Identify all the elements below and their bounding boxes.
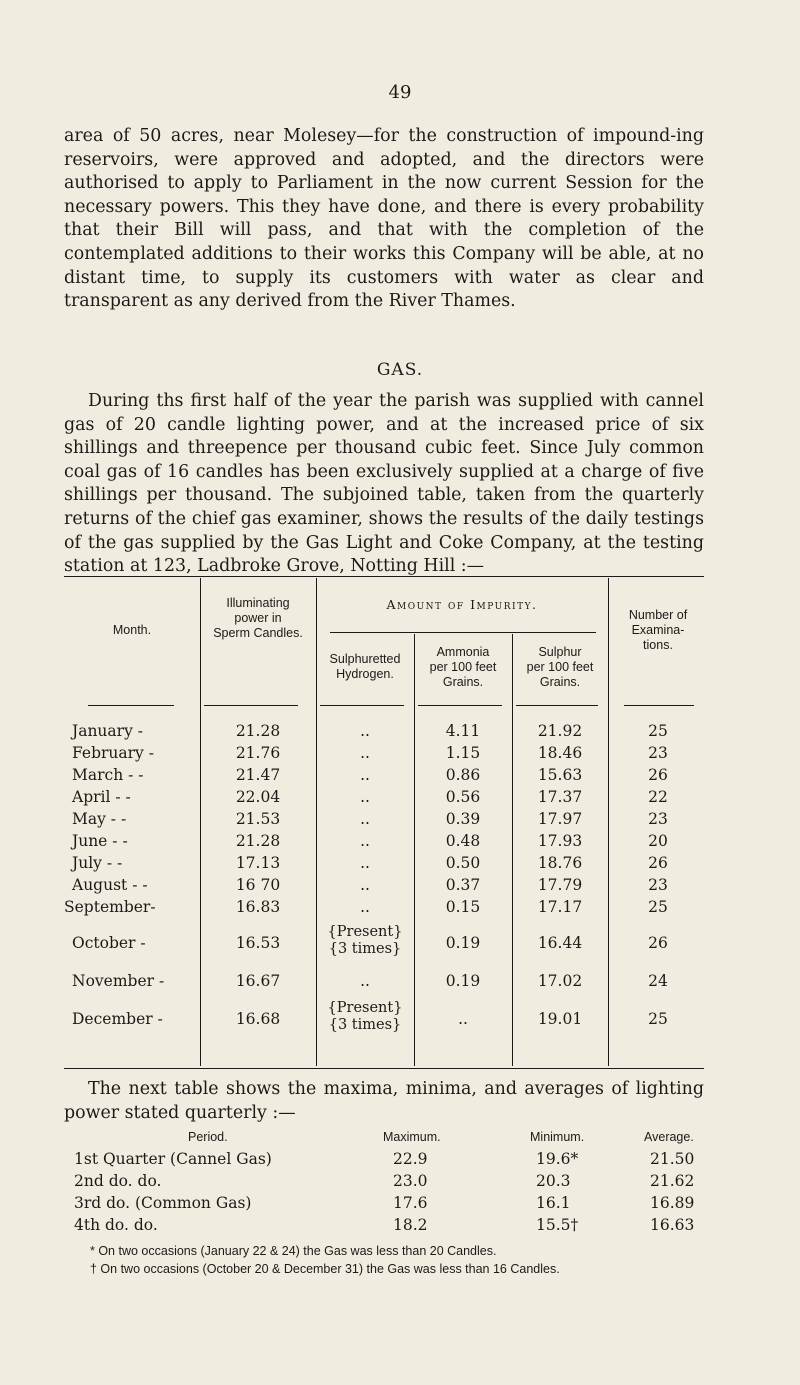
cell-sulphuretted: ..	[360, 722, 370, 740]
header-underline	[320, 705, 404, 706]
cell-ammonia: 0.50	[445, 854, 481, 872]
header-ammonia-1: Ammonia	[436, 645, 490, 659]
paragraph-gas-supply: During ths first half of the year the parish was supplied with cannel gas of 20 candle lighting power, and at the increased price of six shillings and threepence per thousand cubic feet. Since July common coal gas of 16 candles has been exclusively supplied at a charge of five shillings per thousand. The subjoined table, taken from the quarterly returns of the chief gas examiner, shows the results of the daily testings of the gas supplied by the Gas Light and Coke Company, at the testing station at 123, Ladbroke Grove, Notting Hill :—	[64, 391, 704, 577]
cell-ammonia: 1.15	[445, 744, 481, 762]
cell-sulphur: 17.97	[537, 810, 583, 828]
cell-period: 2nd do. do.	[74, 1172, 162, 1190]
cell-month: January -	[72, 722, 143, 740]
cell-sulphuretted: ..	[360, 854, 370, 872]
times-text: 3 times	[337, 1017, 393, 1033]
header-period: Period.	[188, 1130, 228, 1144]
cell-examinations: 26	[648, 854, 668, 872]
cell-ammonia: 0.15	[445, 898, 481, 916]
present-label: {Present}	[327, 1000, 403, 1016]
cell-examinations: 25	[648, 1010, 668, 1028]
cell-ammonia: 0.39	[445, 810, 481, 828]
times-label: {3 times}	[328, 1017, 402, 1033]
cell-month: September-	[64, 898, 156, 916]
cell-month: February -	[72, 744, 154, 762]
cell-ammonia: ..	[458, 1010, 468, 1028]
cell-examinations: 20	[648, 832, 668, 850]
header-minimum: Minimum.	[530, 1130, 585, 1144]
cell-sulphuretted: ..	[360, 810, 370, 828]
table-top-rule	[64, 576, 704, 577]
cell-maximum: 18.2	[393, 1216, 428, 1234]
header-sulphur-2: per 100 feet	[526, 660, 594, 674]
present-label: {Present}	[327, 924, 403, 940]
cell-ammonia: 0.19	[445, 934, 481, 952]
cell-power: 17.13	[235, 854, 281, 872]
cell-average: 16.89	[650, 1194, 695, 1212]
cell-ammonia: 0.48	[445, 832, 481, 850]
cell-month: December -	[72, 1010, 163, 1028]
cell-month: April - -	[72, 788, 131, 806]
cell-ammonia: 0.86	[445, 766, 481, 784]
cell-minimum: 19.6*	[536, 1150, 579, 1168]
header-sulphur-1: Sulphur	[538, 645, 582, 659]
cell-average: 16.63	[650, 1216, 695, 1234]
header-illuminating-3: Sperm Candles.	[213, 626, 303, 640]
cell-average: 21.50	[650, 1150, 695, 1168]
cell-month: July - -	[72, 854, 123, 872]
header-maximum: Maximum.	[383, 1130, 441, 1144]
cell-month: June - -	[72, 832, 128, 850]
cell-power: 21.28	[235, 832, 281, 850]
cell-month: October -	[72, 934, 146, 952]
table-bottom-rule	[64, 1068, 704, 1069]
cell-maximum: 17.6	[393, 1194, 428, 1212]
present-text: Present	[336, 924, 394, 940]
cell-power: 16.83	[235, 898, 281, 916]
cell-period: 4th do. do.	[74, 1216, 158, 1234]
header-ammonia-2: per 100 feet	[429, 660, 497, 674]
header-sulphuretted-1: Sulphuretted	[329, 652, 401, 666]
cell-sulphur: 17.37	[537, 788, 583, 806]
cell-sulphur: 18.76	[537, 854, 583, 872]
cell-sulphuretted: ..	[360, 972, 370, 990]
header-month: Month.	[112, 623, 152, 637]
header-examinations-3: tions.	[643, 638, 673, 652]
cell-examinations: 26	[648, 766, 668, 784]
cell-sulphuretted: ..	[360, 744, 370, 762]
header-average: Average.	[644, 1130, 694, 1144]
cell-ammonia: 0.19	[445, 972, 481, 990]
cell-sulphur: 18.46	[537, 744, 583, 762]
cell-sulphuretted-present	[316, 924, 414, 958]
header-examinations-2: Examina-	[631, 623, 685, 637]
cell-maximum: 22.9	[393, 1150, 428, 1168]
section-heading-gas: GAS.	[376, 360, 424, 380]
cell-sulphuretted-present	[316, 1000, 414, 1034]
cell-examinations: 26	[648, 934, 668, 952]
cell-maximum: 23.0	[393, 1172, 428, 1190]
cell-average: 21.62	[650, 1172, 695, 1190]
header-underline	[624, 705, 694, 706]
cell-power: 16.53	[235, 934, 281, 952]
header-ammonia-3: Grains.	[442, 675, 484, 689]
column-divider	[512, 634, 513, 1066]
cell-sulphur: 17.02	[537, 972, 583, 990]
cell-examinations: 24	[648, 972, 668, 990]
times-label: {3 times}	[328, 941, 402, 957]
cell-examinations: 25	[648, 898, 668, 916]
header-underline	[204, 705, 298, 706]
times-text: 3 times	[337, 941, 393, 957]
cell-ammonia: 0.56	[445, 788, 481, 806]
cell-power: 21.47	[235, 766, 281, 784]
cell-sulphuretted: ..	[360, 876, 370, 894]
header-illuminating-2: power in	[234, 611, 282, 625]
cell-sulphuretted: ..	[360, 898, 370, 916]
cell-sulphuretted: ..	[360, 766, 370, 784]
present-text: Present	[336, 1000, 394, 1016]
cell-sulphuretted: ..	[360, 788, 370, 806]
cell-ammonia: 4.11	[445, 722, 481, 740]
cell-power: 22.04	[235, 788, 281, 806]
cell-sulphur: 17.93	[537, 832, 583, 850]
cell-period: 3rd do. (Common Gas)	[74, 1194, 252, 1212]
header-sulphur-3: Grains.	[539, 675, 581, 689]
cell-power: 16.67	[235, 972, 281, 990]
cell-power: 16 70	[235, 876, 281, 894]
cell-examinations: 23	[648, 876, 668, 894]
cell-minimum: 15.5†	[536, 1216, 579, 1234]
cell-power: 16.68	[235, 1010, 281, 1028]
page-number: 49	[388, 82, 412, 103]
cell-sulphur: 15.63	[537, 766, 583, 784]
cell-power: 21.53	[235, 810, 281, 828]
paragraph-quarterly-intro: The next table shows the maxima, minima, and averages of lighting power stated quarterly :—	[64, 1079, 704, 1123]
footnote-dagger: † On two occasions (October 20 & December 31) the Gas was less than 16 Candles.	[90, 1262, 560, 1276]
cell-minimum: 20.3	[536, 1172, 571, 1190]
header-underline	[516, 705, 598, 706]
cell-sulphur: 16.44	[537, 934, 583, 952]
cell-ammonia: 0.37	[445, 876, 481, 894]
cell-minimum: 16.1	[536, 1194, 571, 1212]
cell-examinations: 23	[648, 744, 668, 762]
header-sulphuretted-2: Hydrogen.	[336, 667, 394, 681]
cell-month: August - -	[72, 876, 148, 894]
footnote-asterisk: * On two occasions (January 22 & 24) the Gas was less than 20 Candles.	[90, 1244, 497, 1258]
paragraph-water-supply: area of 50 acres, near Molesey—for the construction of impound-ing reservoirs, were approved and adopted, and the directors were authorised to apply to Parliament in the now current Session for the necessary powers. This they have done, and there is every probability that their Bill will pass, and that with the completion of the contemplated additions to their works this Company will be able, at no distant time, to supply its customers with water as clear and transparent as any derived from the River Thames.	[64, 126, 704, 312]
cell-examinations: 23	[648, 810, 668, 828]
cell-power: 21.76	[235, 744, 281, 762]
cell-examinations: 22	[648, 788, 668, 806]
cell-sulphur: 19.01	[537, 1010, 583, 1028]
cell-month: May - -	[72, 810, 127, 828]
header-examinations-1: Number of	[628, 608, 688, 622]
header-underline	[88, 705, 174, 706]
cell-examinations: 25	[648, 722, 668, 740]
column-divider	[414, 634, 415, 1066]
cell-sulphur: 17.17	[537, 898, 583, 916]
header-illuminating-1: Illuminating	[226, 596, 290, 610]
cell-month: November -	[72, 972, 165, 990]
header-underline	[418, 705, 502, 706]
cell-sulphuretted: ..	[360, 832, 370, 850]
cell-period: 1st Quarter (Cannel Gas)	[74, 1150, 272, 1168]
cell-power: 21.28	[235, 722, 281, 740]
header-impurity: Amount of Impurity.	[386, 597, 538, 612]
cell-sulphur: 21.92	[537, 722, 583, 740]
cell-sulphur: 17.79	[537, 876, 583, 894]
impurity-header-rule	[330, 632, 596, 633]
cell-month: March - -	[72, 766, 144, 784]
